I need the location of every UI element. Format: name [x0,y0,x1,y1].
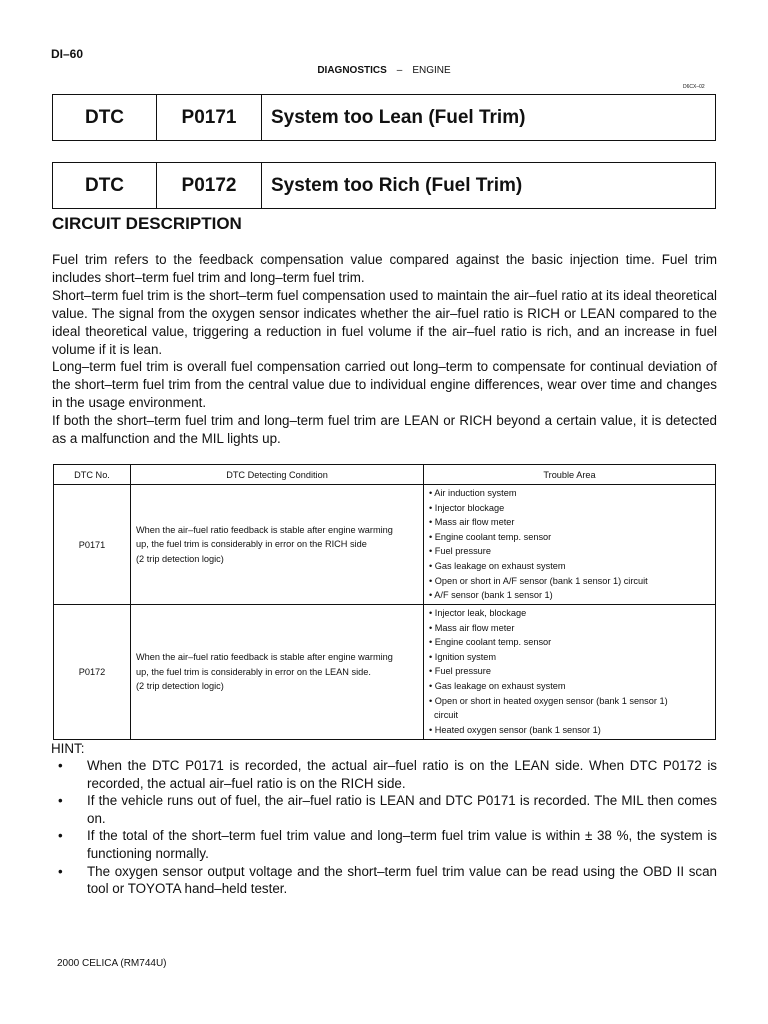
circuit-description-body [52,251,717,448]
dtc-condition-table [53,464,716,740]
trouble-area-item: • Mass air flow meter [429,622,515,633]
description-paragraph: If both the short–term fuel trim and long–term fuel trim are LEAN or RICH beyond a certain value, it is detected as a malfunction and the MIL lights up. [52,413,717,447]
section-main-title: DIAGNOSTICS [317,65,387,76]
dtc-label: DTC [53,163,157,208]
description-paragraph: Short–term fuel trim is the short–term fuel compensation used to maintain the air–fuel ratio at its ideal theoretical value. The signal from the oxygen sensor indicates whether the air–fuel ratio is RICH or LEAN compared to the ideal theoretical value, triggering a reduction in fuel volume if the air–fuel ratio is rich, and an increase in fuel volume if it is lean. [52,287,717,357]
condition-line: up, the fuel trim is considerably in error on the RICH side [136,539,367,550]
table-header-row [54,465,716,485]
trouble-area-item: • Gas leakage on exhaust system [429,680,566,691]
section-header [0,65,768,76]
dtc-code: P0172 [157,163,262,208]
hint-text: The oxygen sensor output voltage and the short–term fuel trim value can be read using the OBD II scan tool or TOYOTA hand–held tester. [87,863,717,897]
trouble-area-item: • Gas leakage on exhaust system [429,560,566,571]
condition-line: When the air–fuel ratio feedback is stable after engine warming [136,652,393,663]
hint-text: If the total of the short–term fuel trim value and long–term fuel trim value is within ± 38 %, the system is functioning normally. [87,828,717,861]
condition-line: When the air–fuel ratio feedback is stable after engine warming [136,524,393,535]
row-detecting-condition [131,605,424,740]
trouble-area-item: • Fuel pressure [429,666,491,677]
dtc-title: System too Rich (Fuel Trim) [271,174,523,196]
trouble-area-item: • Open or short in A/F sensor (bank 1 sensor 1) circuit [429,575,648,586]
hint-item [52,792,717,827]
hint-item [52,827,717,862]
hint-text: If the vehicle runs out of fuel, the air–fuel ratio is LEAN and DTC P0171 is recorded. The MIL then comes on. [87,793,717,826]
bullet-icon: • [58,758,63,773]
hint-label: HINT: [51,741,85,756]
trouble-area-item: • Mass air flow meter [429,517,515,528]
trouble-area-item: circuit [434,710,458,721]
description-paragraph: Fuel trim refers to the feedback compensation value compared against the basic injection time. Fuel trim includes short–term fuel trim and long–term fuel trim. [52,252,717,285]
dtc-code: P0171 [157,95,262,140]
condition-line: up, the fuel trim is considerably in error on the LEAN side. [136,666,371,677]
page-number: DI–60 [51,47,84,61]
col-header-condition: DTC Detecting Condition [131,465,424,485]
trouble-area-item: • Engine coolant temp. sensor [429,637,552,648]
row-detecting-condition [131,485,424,605]
row-dtc-code: P0171 [54,485,131,605]
trouble-area-item: • Engine coolant temp. sensor [429,531,552,542]
hint-text: When the DTC P0171 is recorded, the actual air–fuel ratio is on the LEAN side. When DTC P0172 is recorded, the actual air–fuel ratio is on the RICH side. [87,758,717,791]
description-paragraph: Long–term fuel trim is overall fuel compensation carried out long–term to compensate for continual deviation of the short–term fuel trim from the central value due to individual engine differences, wear over time and changes in the usage environment. [52,359,717,411]
hint-item [52,863,717,898]
document-code: D6CX–02 [683,84,705,90]
col-header-trouble-area: Trouble Area [424,465,716,485]
trouble-area-item: • Open or short in heated oxygen sensor (bank 1 sensor 1) [429,695,668,706]
trouble-area-item: • A/F sensor (bank 1 sensor 1) [429,590,553,601]
trouble-area-item: • Injector blockage [429,502,505,513]
table-row [54,485,716,605]
condition-line: (2 trip detection logic) [136,681,224,692]
bullet-icon: • [58,863,63,879]
circuit-description-heading: CIRCUIT DESCRIPTION [52,214,242,233]
row-trouble-areas [424,485,716,605]
section-subtitle: ENGINE [412,65,451,76]
trouble-area-item: • Injector leak, blockage [429,608,527,618]
condition-line: (2 trip detection logic) [136,553,224,564]
trouble-area-item: • Fuel pressure [429,546,491,557]
table-row [54,605,716,740]
bullet-icon: • [58,828,63,844]
trouble-area-item: • Heated oxygen sensor (bank 1 sensor 1) [429,724,601,735]
hint-item [52,757,717,792]
trouble-area-item: • Air induction system [429,488,517,498]
dtc-title: System too Lean (Fuel Trim) [271,106,526,128]
dtc-label: DTC [53,95,157,140]
bullet-icon: • [58,793,63,809]
col-header-dtc-no: DTC No. [54,465,131,485]
dtc-box-p0171 [52,94,716,141]
dtc-box-p0172 [52,162,716,209]
page-footer: 2000 CELICA (RM744U) [57,958,167,969]
row-dtc-code: P0172 [54,605,131,740]
row-trouble-areas [424,605,716,740]
hint-list [52,757,717,898]
section-separator: – [396,65,403,76]
trouble-area-item: • Ignition system [429,651,497,662]
